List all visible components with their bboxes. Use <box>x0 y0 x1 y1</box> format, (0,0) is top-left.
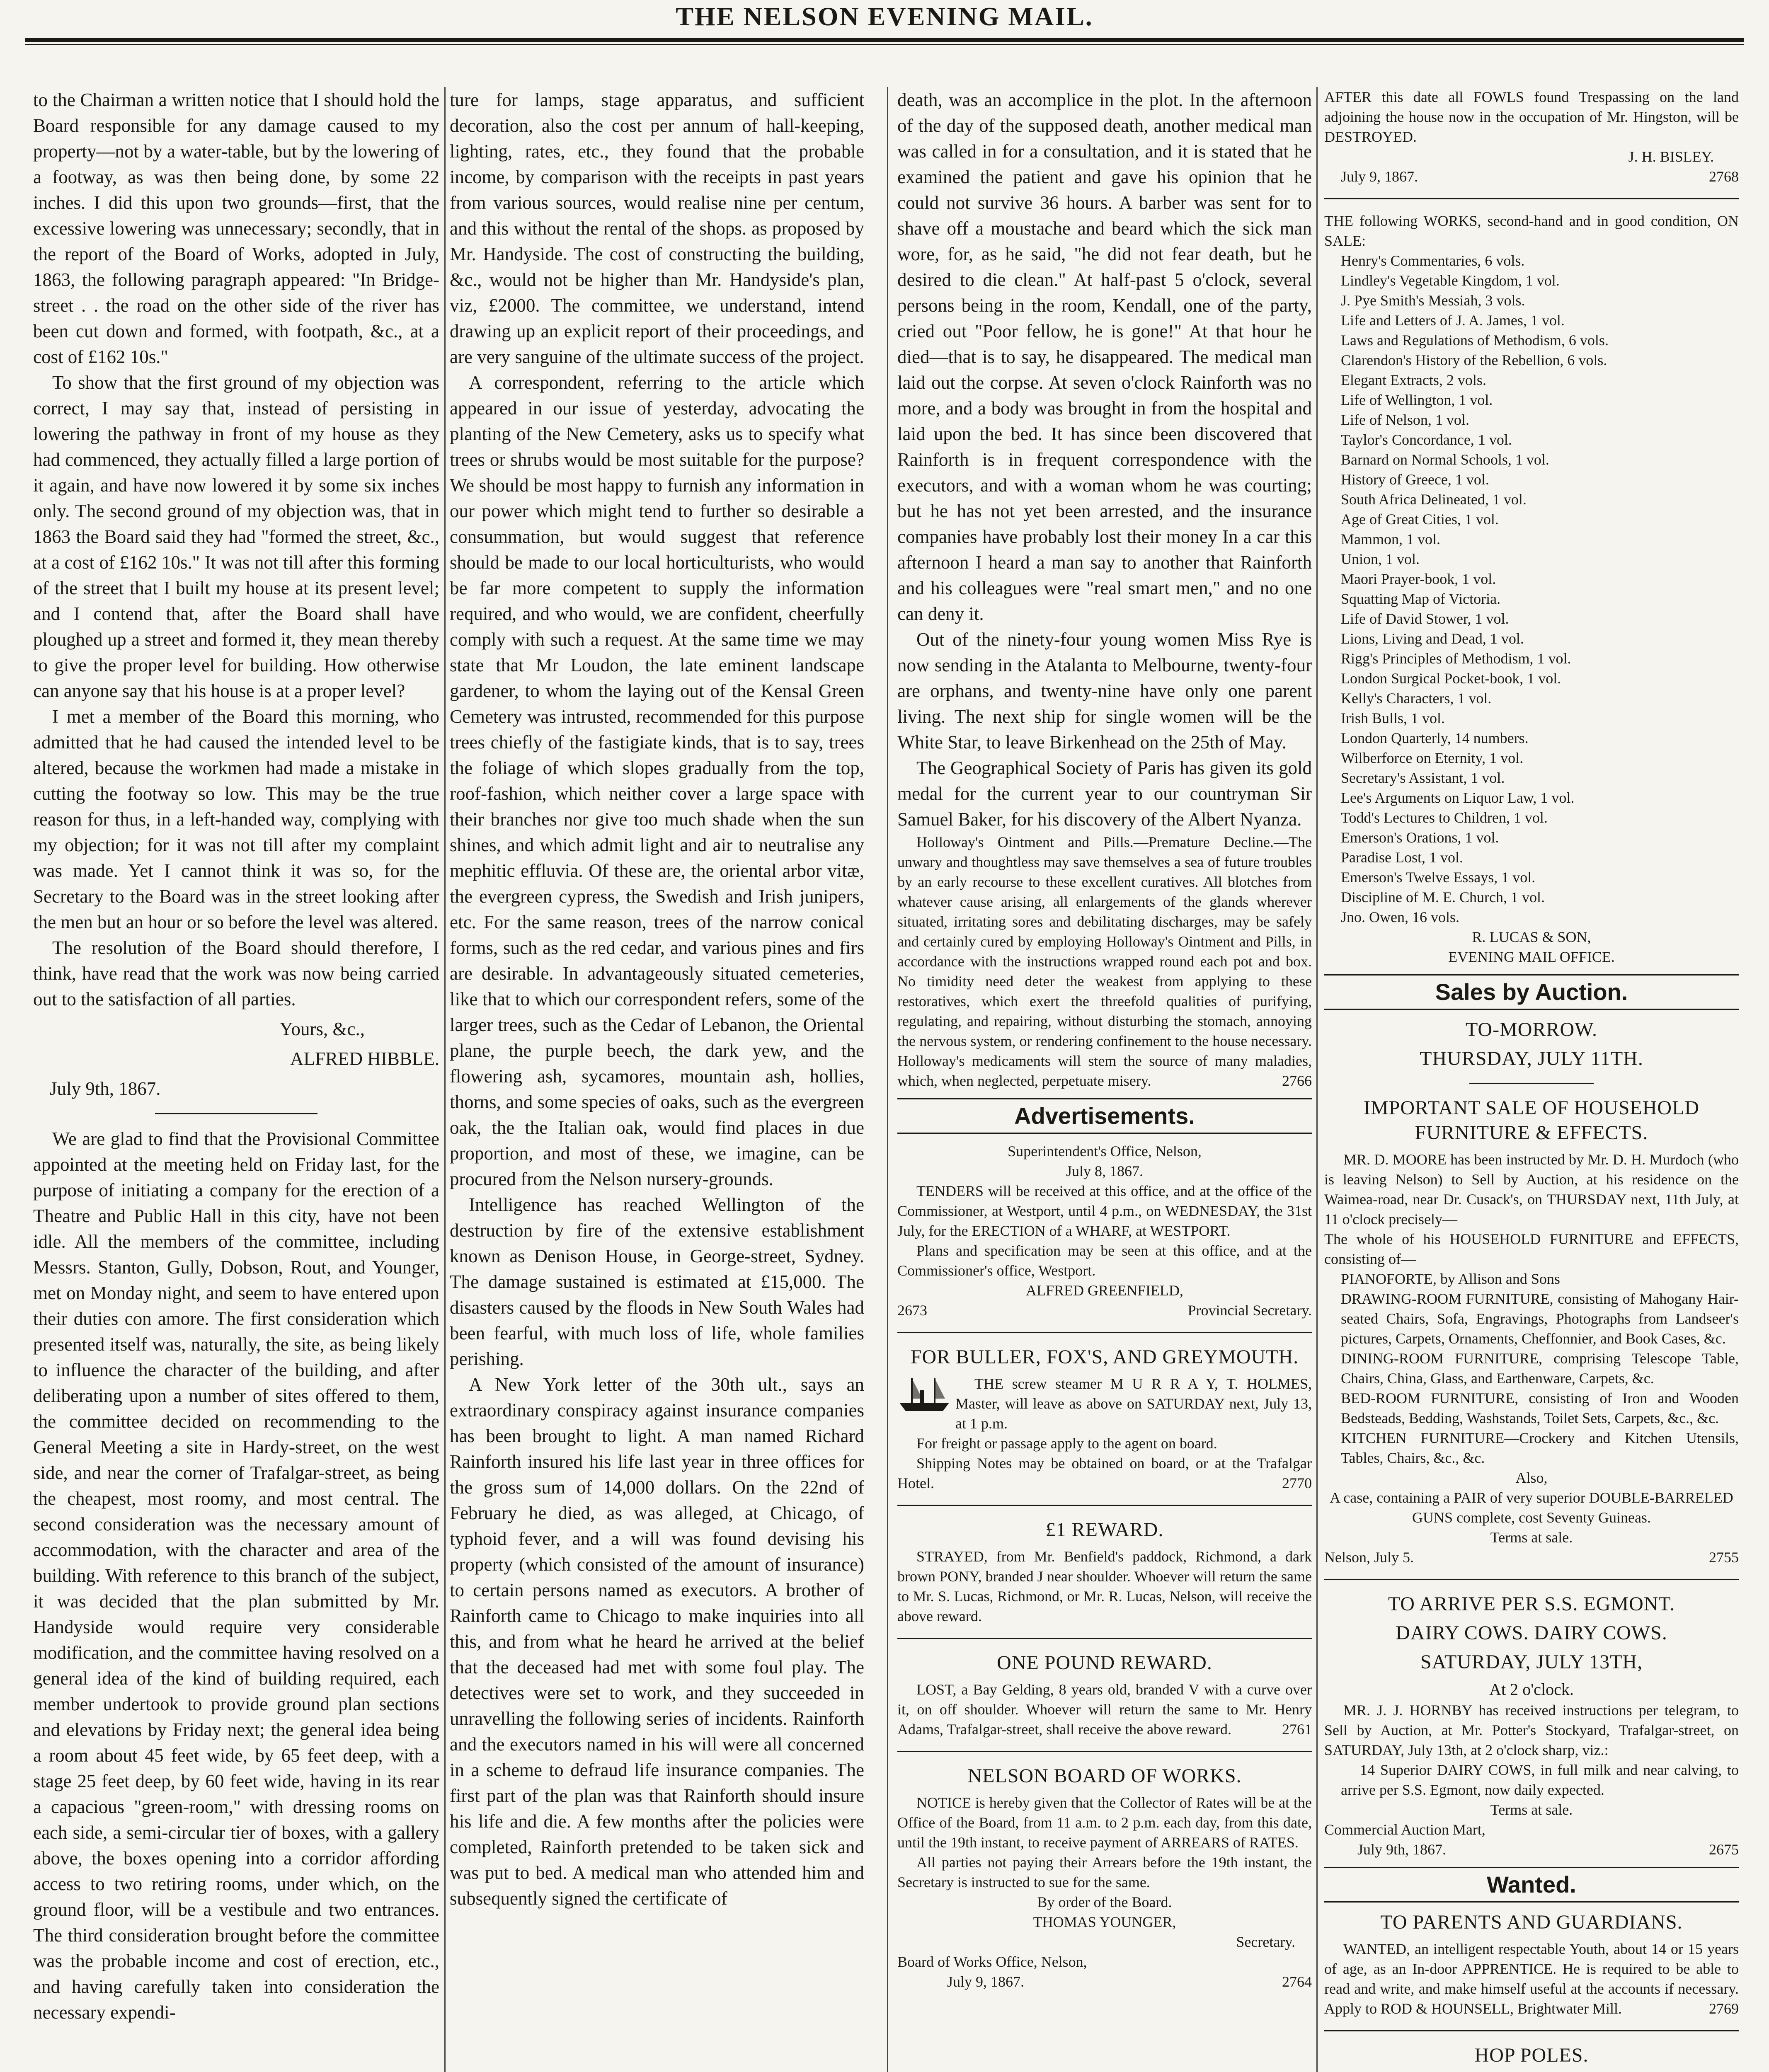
letter-paragraph: To show that the first ground of my objection was correct, I may say that, instead of persisting in lowering the pathway in front of my house as they had commenced, they actually filled a large portion of it again, and have now lowered it by some six inches only. The second ground of my objection was, that in 1863 the Board said they had "formed the street, &c., at a cost of £162 10s." It was not till after this forming of the street that I built my house at its present level; and I contend that, after the Board shall have ploughed up a street and formed it, they mean thereby to give the proper level for building. How otherwise can anyone say that his house is at a proper level? <box>33 372 439 701</box>
letter-signature: ALFRED HIBBLE. <box>290 1048 439 1069</box>
cows-body: MR. J. J. HORNBY has received instructions per telegram, to Sell by Auction, at Mr. Potter's Stockyard, Trafalgar-street, on SATURDAY, July 13th, at 2 o'clock sharp, viz.: <box>1324 1702 1739 1758</box>
works-item: Squatting Map of Victoria. <box>1341 591 1501 607</box>
article-paragraph: Out of the ninety-four young women Miss Rye is now sending in the Atalanta to Melbourne, twenty-four are orphans, and twenty-nine have only one parent living. The next ship for single women will be the White Star, to leave Birkenhead on the 25th of May. <box>897 629 1312 753</box>
dairy-heading: DAIRY COWS. DAIRY COWS. <box>1396 1622 1667 1644</box>
article-paragraph: ture for lamps, stage apparatus, and sufficient decoration, also the cost per annum of hall-keeping, lighting, rates, etc., they found that the probable income, by comparison with the receipts in past years from various sources, would realise nine per centum, and this without the rental of the shops. as proposed by Mr. Handyside. The cost of constructing the building, &c., would not be higher than Mr. Handyside's plan, viz, £2000. The committee, we understand, intend drawing up an explicit report of their proceedings, and are very sanguine of the ultimate success of the project. <box>450 90 864 367</box>
masthead: THE NELSON EVENING MAIL. <box>676 2 1093 31</box>
board-advert <box>897 1764 1312 1992</box>
works-item: Life of Nelson, 1 vol. <box>1341 411 1469 428</box>
board-name: THOMAS YOUNGER, <box>1033 1914 1176 1930</box>
sale-item: KITCHEN FURNITURE—Crockery and Kitchen Utensils, Tables, Chairs, &c., &c. <box>1341 1430 1739 1466</box>
tender-name: ALFRED GREENFIELD, <box>1026 1282 1183 1299</box>
cows-num: 2675 <box>1709 1841 1739 1858</box>
column-2 <box>450 87 864 2072</box>
works-list <box>1324 251 1739 927</box>
steamer-body-2: For freight or passage apply to the agent on board. <box>916 1435 1217 1452</box>
works-item: Henry's Commentaries, 6 vols. <box>1341 252 1525 269</box>
steamer-body-3: Shipping Notes may be obtained on board, or at the Trafalgar Hotel. <box>897 1455 1312 1491</box>
ad-rule <box>1469 1083 1594 1084</box>
auction-thursday: THURSDAY, JULY 11TH. <box>1420 1048 1643 1070</box>
sale-items <box>1324 1229 1739 1468</box>
cows-date: July 9th, 1867. <box>1357 1841 1447 1858</box>
works-item: Secretary's Assistant, 1 vol. <box>1341 770 1505 786</box>
works-item: Todd's Lectures to Children, 1 vol. <box>1341 809 1548 826</box>
apprentice-advert: WANTED, an intelligent respectable Youth, about 14 or 15 years of age, as an In-door APPRENTICE. He is required to be able to read and write, and make himself useful at the accounts if necessary. Apply to ROD & HOUNSELL, Brightwater Mill. <box>1324 1941 1739 2017</box>
sale-also: Also, <box>1515 1469 1548 1486</box>
column-4 <box>1324 87 1739 2072</box>
parents-heading: TO PARENTS AND GUARDIANS. <box>1380 1911 1683 1933</box>
ad-rule <box>1324 1579 1739 1580</box>
works-office: EVENING MAIL OFFICE. <box>1448 949 1615 965</box>
board-title: Secretary. <box>1236 1934 1295 1950</box>
works-item: Life and Letters of J. A. James, 1 vol. <box>1341 312 1565 329</box>
works-item: Lindley's Vegetable Kingdom, 1 vol. <box>1341 272 1560 289</box>
sale-guns: A case, containing a PAIR of very superior DOUBLE-BARRELED GUNS complete, cost Seventy Guineas. <box>1330 1489 1733 1526</box>
works-item: Paradise Lost, 1 vol. <box>1341 849 1463 866</box>
sale-item: DINING-ROOM FURNITURE, comprising Telescope Table, Chairs, China, Glass, and Earthenware, Carpets, &c. <box>1341 1350 1739 1387</box>
article-rule <box>155 1113 317 1114</box>
works-item: Union, 1 vol. <box>1341 551 1420 567</box>
works-item: Emerson's Twelve Essays, 1 vol. <box>1341 869 1536 886</box>
egmont-heading: TO ARRIVE PER S.S. EGMONT. <box>1388 1593 1675 1615</box>
column-divider <box>887 87 888 2072</box>
works-intro: THE following WORKS, second-hand and in good condition, ON SALE: <box>1324 213 1739 249</box>
tender-body: TENDERS will be received at this office, and at the office of the Commissioner, at Westport, until 4 p.m., on WEDNESDAY, the 31st July, for the ERECTION of a WHARF, at WESTPORT. <box>897 1183 1312 1239</box>
cows-mart: Commercial Auction Mart, <box>1324 1821 1485 1838</box>
sale-item: PIANOFORTE, by Allison and Sons <box>1341 1271 1560 1287</box>
board-num: 2764 <box>1282 1973 1312 1990</box>
reward-advert-2 <box>897 1651 1312 1739</box>
masthead-rule <box>25 38 1744 45</box>
steamer-advert <box>897 1345 1312 1493</box>
sale-item: The whole of his HOUSEHOLD FURNITURE and EFFECTS, consisting of— <box>1324 1231 1739 1267</box>
works-item: Irish Bulls, 1 vol. <box>1341 710 1445 726</box>
article-paragraph: A correspondent, referring to the article which appeared in our issue of yesterday, advocating the planting of the New Cemetery, asks us to specify what trees or shrubs would be most suitable for the purpose? We should be most happy to furnish any information in our power which might tend to further so desirable a consummation, but would suggest that reference should be made to our local horticulturists, who would be far more competent to supply the information required, and who would, we are confident, cheerfully comply with such a request. At the same time we may state that Mr Loudon, the late eminent landscape gardener, to whom the laying out of the Kensal Green Cemetery was intrusted, recommended for this purpose trees chiefly of the fastigiate kinds, that is to say, trees the foliage of which slopes gradually from the top, roof-fashion, which neither cover a large space with their branches nor give too much shade when the sun shines, and which admit light and air to neutralise any mephitic effluvia. Of these are, the oriental arbor vitæ, the evergreen cypress, the Swedish and Irish junipers, etc. For the same reason, trees of the narrow conical forms, such as the red cedar, and various pines and firs are desirable. In advantageously situated cemeteries, like that to which our correspondent refers, some of the larger trees, such as the Cedar of Lebanon, the Oriental plane, the purple beech, the dark yew, and the flowering ash, sycamores, mountain ash, hollies, thorns, and some species of oaks, such as the evergreen oak, the the Italian oak, would find places in due proportion, and most of these, we imagine, can be procured from the Nelson nursery-grounds. <box>450 372 864 1189</box>
article-paragraph: A New York letter of the 30th ult., says an extraordinary conspiracy against insurance companies has been brought to light. A man named Richard Rainforth insured his life last year in three offices for the gross sum of 14,000 dollars. On the 22nd of February he died, as was alleged, at Chicago, of typhoid fever, and a will was found devising his property (which consisted of the amount of insurance) to certain persons named as executors. A brother of Rainforth came to Chicago to make inquiries into all this, and from what he heard he arrived at the belief that the deceased had met with some foul play. The detectives were set to work, and they succeeded in unravelling the following series of incidents. Rainforth and the executors named in his will were all concerned in a scheme to defraud life insurance companies. The first part of the plan was that Rainforth should insure his life and die. A few months after the policies were completed, Rainforth pretended to be taken sick and was put to bed. A medical man who attended him and subsequently signed the certificate of <box>450 1374 864 1909</box>
works-item: Rigg's Principles of Methodism, 1 vol. <box>1341 650 1571 667</box>
dairy-time: At 2 o'clock. <box>1489 1680 1574 1699</box>
works-item: Mammon, 1 vol. <box>1341 531 1440 547</box>
works-item: Age of Great Cities, 1 vol. <box>1341 511 1499 528</box>
hop-heading: HOP POLES. <box>1474 2044 1589 2066</box>
reward-advert <box>897 1518 1312 1626</box>
works-item: Kelly's Characters, 1 vol. <box>1341 690 1492 707</box>
works-item: J. Pye Smith's Messiah, 3 vols. <box>1341 292 1525 309</box>
works-item: Lee's Arguments on Liquor Law, 1 vol. <box>1341 789 1575 806</box>
wanted-heading: Wanted. <box>1324 1867 1739 1903</box>
fowls-date: July 9, 1867. <box>1341 168 1418 185</box>
works-item: Barnard on Normal Schools, 1 vol. <box>1341 451 1549 468</box>
works-item: London Surgical Pocket-book, 1 vol. <box>1341 670 1561 687</box>
tender-title: Provincial Secretary. <box>1187 1302 1312 1319</box>
works-item: History of Greece, 1 vol. <box>1341 471 1489 488</box>
article-paragraph: Intelligence has reached Wellington of the destruction by fire of the extensive establishment known as Denison House, in George-street, Sydney. The damage sustained is estimated at £15,000. The disasters caused by the floods in New South Wales had been fearful, with much loss of life, whole families perishing. <box>450 1194 864 1369</box>
board-body: NOTICE is hereby given that the Collector of Rates will be at the Office of the Board, from 11 a.m. to 2 p.m. each day, from this date, until the 19th instant, to receive payment of ARREARS of RATES. <box>897 1794 1312 1851</box>
advertisements-heading: Advertisements. <box>897 1098 1312 1134</box>
auction-tomorrow: TO-MORROW. <box>1465 1019 1598 1041</box>
sale-place: Nelson, July 5. <box>1324 1549 1414 1566</box>
reward-body-2: LOST, a Bay Gelding, 8 years old, branded V with a curve over it, on off shoulder. Whoever will return the same to Mr. Henry Adams, Trafalgar-street, shall receive the above reward. <box>897 1681 1312 1738</box>
works-item: Clarendon's History of the Rebellion, 6 vols. <box>1341 352 1607 368</box>
ad-rule <box>1324 2030 1739 2031</box>
fowls-num: 2768 <box>1709 168 1739 185</box>
cows-item: 14 Superior DAIRY COWS, in full milk and near calving, to arrive per S.S. Egmont, now daily expected. <box>1341 1762 1739 1798</box>
ad-rule <box>897 1332 1312 1333</box>
letter-paragraph: The resolution of the Board should therefore, I think, have read that the work was now being carried out to the satisfaction of all parties. <box>33 937 439 1009</box>
article-paragraph: death, was an accomplice in the plot. In the afternoon of the day of the supposed death, another medical man was called in for a consultation, and it is stated that he examined the patient and gave his opinion that he could not survive 36 hours. A barber was sent for to shave off a moustache and beard which the sick man wore, for, as he said, "he did not fear death, but he desired to die clean." At half-past 5 o'clock, several persons being in the room, Kendall, one of the party, cried out "Poor fellow, he is gone!" At that hour he died—that is to say, he disappeared. The medical man laid out the corpse. At seven o'clock Rainforth was no more, and a body was brought in from the hospital and laid upon the bed. It has since been discovered that Rainforth is in frequent correspondence with the executors, and with a woman whom he was courting; but he has not yet been arrested, and the insurance companies have probably lost their money In a car this afternoon I heard a man say to another that Rainforth and his colleagues were "real smart men," and no one can deny it. <box>897 90 1312 624</box>
reward-heading: £1 REWARD. <box>1045 1519 1164 1541</box>
ad-rule <box>897 1505 1312 1506</box>
tender-body-2: Plans and specification may be seen at this office, and at the Commissioner's office, Westport. <box>897 1242 1312 1279</box>
sale-terms: Terms at sale. <box>1490 1529 1573 1546</box>
steamer-heading: FOR BULLER, FOX'S, AND GREYMOUTH. <box>910 1346 1299 1368</box>
works-item: Lions, Living and Dead, 1 vol. <box>1341 630 1524 647</box>
board-date: July 9, 1867. <box>947 1973 1025 1990</box>
letter-paragraph: to the Chairman a written notice that I should hold the Board responsible for any damage caused to my property—not by a water-table, but by the lowering of a footway, as was then being done, by some 22 inches. I did this upon two grounds—first, that the excessive lowering was unnecessary; secondly, that in the report of the Board of Works, adopted in July, 1863, the following paragraph appeared: "In Bridge-street . . the road on the other side of the river has been cut down and formed, with footpath, &c., at a cost of £162 10s." <box>33 90 439 367</box>
tender-advert <box>897 1141 1312 1320</box>
works-item: Life of David Stower, 1 vol. <box>1341 610 1509 627</box>
works-item: Discipline of M. E. Church, 1 vol. <box>1341 889 1545 905</box>
ad-rule <box>1324 198 1739 199</box>
sale-item: BED-ROOM FURNITURE, consisting of Iron and Wooden Bedsteads, Bedding, Washstands, Toilet Sets, Carpets, &c., &c. <box>1341 1390 1739 1426</box>
sale-heading: IMPORTANT SALE OF HOUSEHOLD FURNITURE & EFFECTS. <box>1363 1097 1700 1144</box>
board-office: Board of Works Office, Nelson, <box>897 1953 1087 1970</box>
tender-date: July 8, 1867. <box>1066 1163 1143 1179</box>
works-item: Jno. Owen, 16 vols. <box>1341 909 1459 925</box>
dairy-saturday: SATURDAY, JULY 13TH, <box>1420 1651 1643 1673</box>
reward-body: STRAYED, from Mr. Benfield's paddock, Richmond, a dark brown PONY, branded J near shoulder. Whoever will return the same to Mr. S. Lucas, Richmond, or Mr. R. Lucas, Nelson, will receive the above reward. <box>897 1548 1312 1624</box>
works-item: Emerson's Orations, 1 vol. <box>1341 829 1499 846</box>
works-item: Maori Prayer-book, 1 vol. <box>1341 571 1496 587</box>
works-item: Taylor's Concordance, 1 vol. <box>1341 431 1512 448</box>
auction-heading: Sales by Auction. <box>1324 974 1739 1010</box>
works-item: South Africa Delineated, 1 vol. <box>1341 491 1527 508</box>
fowls-notice: AFTER this date all FOWLS found Trespassing on the land adjoining the house now in the occupation of Mr. Hingston, will be DESTROYED. <box>1324 89 1739 145</box>
article-paragraph: We are glad to find that the Provisional Committee appointed at the meeting held on Friday last, for the purpose of initiating a company for the erection of a Theatre and Public Hall in this city, have not been idle. All the members of the committee, including Messrs. Stanton, Gully, Dobson, Rout, and Younger, met on Monday night, and seem to have entered upon their duties con amore. The first consideration which presented itself was, naturally, the site, as being likely to influence the character of the building, and after deliberating upon a number of sites offered to them, the committee decided on recommending to the General Meeting a site in Hardy-street, on the west side, and near the corner of Trafalgar-street, as being the cheapest, most roomy, and most central. The second consideration was the necessary amount of accommodation, with the character and area of the building. With reference to this branch of the subject, it was decided that the plan submitted by Mr. Handyside would require very considerable modification, and the committee having resolved on a general idea of the kind of building required, each member undertook to provide ground plan sections and elevations by Friday next; the general idea being a room about 45 feet wide, by 65 feet deep, with a stage 25 feet deep, by 60 feet wide, having in its rear a capacious "green-room," with dressing rooms on each side, a semi-circular tier of boxes, with a gallery above, the boxes opening into a corridor affording access to two retiring rooms, under which, on the ground floor, will be a vestibule and two entrances. The third consideration brought before the committee was the probable income and cost of erection, etc., and having carefully taken into consideration the necessary expendi- <box>33 1128 439 2023</box>
article-paragraph: The Geographical Society of Paris has given its gold medal for the current year to our countryman Sir Samuel Baker, for his discovery of the Albert Nyanza. <box>897 758 1312 830</box>
steamer-ship-icon <box>897 1374 951 1415</box>
tender-num: 2673 <box>897 1302 927 1319</box>
board-heading: NELSON BOARD OF WORKS. <box>967 1765 1242 1787</box>
reward-num: 2761 <box>1282 1721 1312 1738</box>
board-by: By order of the Board. <box>1037 1894 1172 1910</box>
fowls-signature: J. H. BISLEY. <box>1628 148 1714 165</box>
works-signature: R. LUCAS & SON, <box>1472 929 1591 945</box>
letter-paragraph: I met a member of the Board this morning, who admitted that he had caused the intended level to be altered, because the workmen had made a mistake in cutting the footway so low. This may be the true reason for thus, in a left-handed way, complying with my objection; for it was not till after my complaint was made. Yet I cannot think it was so, for the Secretary to the Board was in the street looking after the men but an hour or so before the level was altered. <box>33 706 439 932</box>
works-item: Wilberforce on Eternity, 1 vol. <box>1341 750 1524 766</box>
sale-item: DRAWING-ROOM FURNITURE, consisting of Mahogany Hair-seated Chairs, Sofa, Engravings, Photographs from Landseer's pictures, Carpets, Ornaments, Cheffonnier, and Book Cases, &c. <box>1341 1290 1739 1347</box>
apprentice-num: 2769 <box>1709 2000 1739 2017</box>
works-item: Life of Wellington, 1 vol. <box>1341 392 1493 408</box>
sale-body: MR. D. MOORE has been instructed by Mr. D. H. Murdoch (who is leaving Nelson) to Sell by Auction, at his residence on the Waimea-road, near Dr. Cusack's, on THURSDAY next, 11th July, at 11 o'clock precisely— <box>1324 1151 1739 1227</box>
works-item: Laws and Regulations of Methodism, 6 vols. <box>1341 332 1609 349</box>
column-divider <box>1316 87 1318 2072</box>
works-item: Elegant Extracts, 2 vols. <box>1341 372 1486 388</box>
sale-num: 2755 <box>1709 1549 1739 1566</box>
letter-date: July 9th, 1867. <box>50 1078 161 1099</box>
letter-closing: Yours, &c., <box>279 1019 365 1039</box>
steamer-body: THE screw steamer M U R R A Y, T. HOLMES, Master, will leave as above on SATURDAY next, July 13, at 1 p.m. <box>955 1375 1312 1432</box>
board-body-2: All parties not paying their Arrears before the 19th instant, the Secretary is instructed to sue for the same. <box>897 1854 1312 1890</box>
reward-heading-2: ONE POUND REWARD. <box>997 1652 1212 1674</box>
cows-terms: Terms at sale. <box>1490 1801 1573 1818</box>
works-item: London Quarterly, 14 numbers. <box>1341 730 1529 746</box>
column-divider <box>444 87 446 2072</box>
tender-office: Superintendent's Office, Nelson, <box>1008 1143 1202 1159</box>
column-3 <box>897 87 1312 2072</box>
steamer-num: 2770 <box>1282 1475 1312 1491</box>
ad-rule <box>897 1751 1312 1752</box>
holloway-advert: Holloway's Ointment and Pills.—Premature Decline.—The unwary and thoughtless may save themselves a sea of future troubles by an early recourse to these excellent curatives. All blotches from whatever cause arising, all enlargements of the glands wherever situated, irritating sores and debilitating discharges, may be safely and certainly cured by employing Holloway's Ointment and Pills, in accordance with the instructions wrapped round each pot and box. No timidity need deter the weakest from applying to these restoratives, which exert the threefold qualities of purifying, regulating, and repairing, without disturbing the stomach, annoying the nervous system, or rendering confinement to the house necessary. Holloway's medicaments will stem the source of many maladies, which, when neglected, perpetuate misery. 2766 <box>897 834 1312 1089</box>
ad-rule <box>897 1638 1312 1639</box>
column-1 <box>33 87 439 2072</box>
